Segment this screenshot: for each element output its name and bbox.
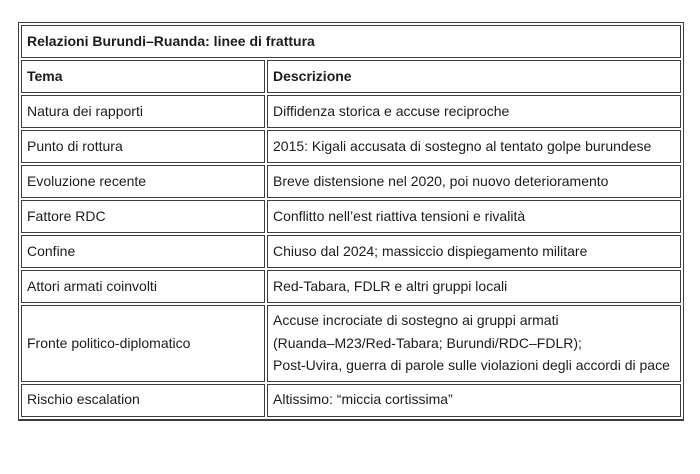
descrizione-cell (267, 384, 681, 417)
descrizione-text: (Ruanda–M23/Red-Tabara; Burundi/RDC–FDLR); (273, 334, 582, 351)
descrizione-cell (267, 305, 681, 382)
descrizione-cell (267, 235, 681, 268)
tema-cell: Punto di rottura (21, 130, 265, 163)
descrizione-cell (267, 165, 681, 198)
table-row (21, 130, 681, 163)
table-header-row (21, 60, 681, 93)
descrizione-cell (267, 270, 681, 303)
table-row (21, 270, 681, 303)
tema-cell: Attori armati coinvolti (21, 270, 265, 303)
tema-cell: Fronte politico-diplomatico (21, 305, 265, 382)
tema-cell: Natura dei rapporti (21, 95, 265, 128)
descrizione-text: Red-Tabara, FDLR e altri gruppi locali (273, 277, 508, 294)
tema-cell: Confine (21, 235, 265, 268)
table-row (21, 200, 681, 233)
tema-cell: Rischio escalation (21, 384, 265, 417)
fracture-lines-table (18, 22, 684, 421)
descrizione-text: 2015: Kigali accusata di sostegno al tentato golpe burundese (273, 137, 652, 154)
descrizione-text: Diffidenza storica e accuse reciproche (273, 102, 510, 119)
column-header-descrizione: Descrizione (267, 60, 681, 93)
descrizione-text: Post-Uvira, guerra di parole sulle violazioni degli accordi di pace (273, 357, 670, 373)
descrizione-text: Breve distensione nel 2020, poi nuovo deterioramento (273, 172, 609, 189)
table-title: Relazioni Burundi–Ruanda: linee di frattura (21, 25, 681, 58)
table-row (21, 305, 681, 382)
descrizione-cell (267, 130, 681, 163)
descrizione-text: Chiuso dal 2024; massiccio dispiegamento militare (273, 242, 588, 259)
descrizione-text: Altissimo: “miccia cortissima” (273, 391, 453, 408)
table-row (21, 235, 681, 268)
table-row (21, 384, 681, 417)
table-title-row (21, 25, 681, 58)
table-row (21, 95, 681, 128)
table-row (21, 165, 681, 198)
descrizione-cell (267, 200, 681, 233)
descrizione-text: Accuse incrociate di sostegno ai gruppi armati (273, 312, 559, 328)
descrizione-cell (267, 95, 681, 128)
tema-cell: Evoluzione recente (21, 165, 265, 198)
column-header-tema: Tema (21, 60, 265, 93)
tema-cell: Fattore RDC (21, 200, 265, 233)
descrizione-text: Conflitto nell’est riattiva tensioni e rivalità (273, 207, 526, 224)
